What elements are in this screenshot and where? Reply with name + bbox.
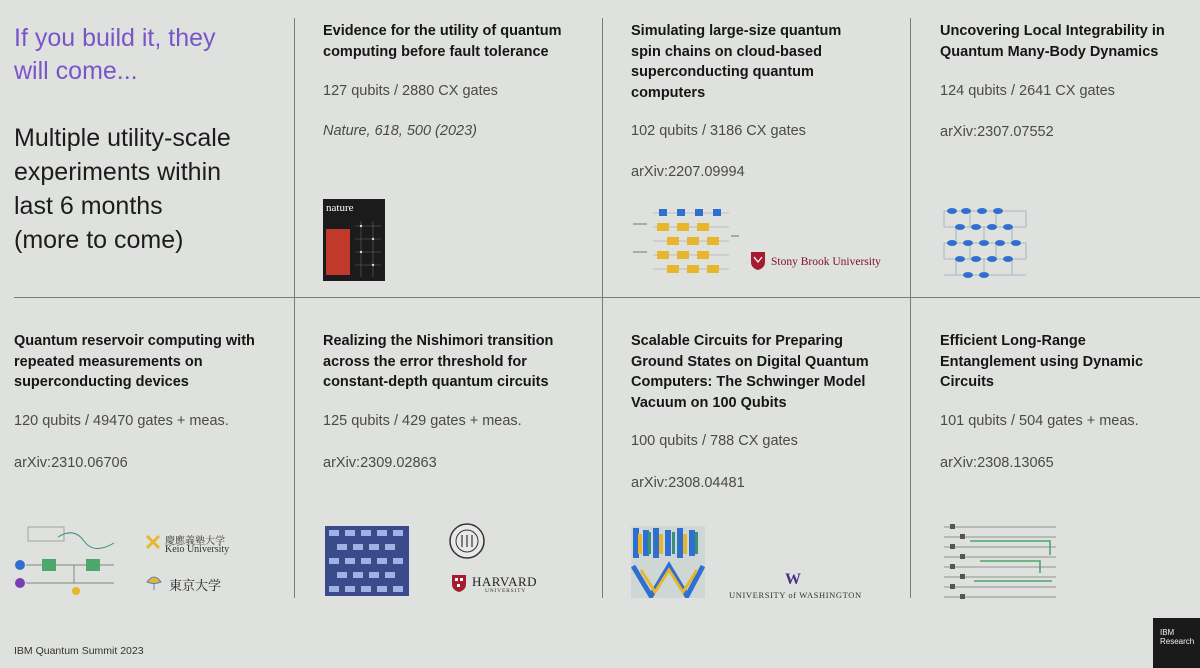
card-title: Uncovering Local Integrability in Quantum Many-Body Dynamics	[940, 23, 1165, 60]
spin-chain-circuit-figure	[631, 205, 741, 277]
nishimori-lattice-figure	[325, 526, 411, 598]
harvard-sublabel: UNIVERSITY	[485, 588, 526, 594]
ibm-badge-line: IBM	[1160, 628, 1175, 637]
divider-h	[14, 297, 1200, 298]
reservoir-circuit-figure	[14, 523, 120, 601]
card-title: Efficient Long-Range Entanglement using Dynamic Circuits	[940, 333, 1144, 390]
card-reference: Nature, 618, 500 (2023)	[323, 123, 477, 139]
ibm-research-badge	[1153, 618, 1200, 668]
harvard-label: HARVARD	[472, 574, 538, 589]
card-spin-chains	[631, 21, 891, 291]
nature-cover-label: nature	[326, 202, 354, 214]
divider-v2	[602, 18, 603, 598]
card-reservoir-computing	[14, 331, 274, 601]
nature-cover-art	[326, 229, 350, 275]
card-title: Simulating large-size quantum spin chains on cloud-based superconducting quantum computers	[631, 23, 842, 101]
keio-logo	[145, 532, 265, 556]
card-stat: 125 qubits / 429 gates + meas.	[323, 413, 522, 429]
dynamic-circuit-figure	[940, 521, 1062, 601]
card-stat: 124 qubits / 2641 CX gates	[940, 83, 1115, 99]
utokyo-ginkgo-icon	[145, 574, 163, 592]
heavy-hex-lattice-figure	[940, 203, 1032, 279]
ibm-badge-line: Research	[1160, 637, 1195, 646]
harvard-seal-icon	[449, 523, 485, 559]
card-stat: 101 qubits / 504 gates + meas.	[940, 413, 1139, 429]
card-reference: arXiv:2308.13065	[940, 455, 1054, 471]
divider-v3	[910, 18, 911, 598]
card-title: Realizing the Nishimori transition across the error threshold for constant-depth quantum circuits	[323, 333, 554, 390]
keio-label: Keio University	[165, 544, 230, 555]
intro-accent-line: will come...	[14, 57, 138, 85]
card-stat: 120 qubits / 49470 gates + meas.	[14, 413, 229, 429]
keio-label-jp: 慶應義塾大学	[165, 536, 225, 547]
intro-main-line: experiments within	[14, 158, 222, 186]
card-reference: arXiv:2307.07552	[940, 124, 1054, 140]
card-reference: arXiv:2309.02863	[323, 455, 437, 471]
harvard-shield-icon	[451, 574, 467, 592]
event-footer: IBM Quantum Summit 2023	[14, 645, 144, 657]
utokyo-logo	[145, 574, 265, 598]
intro-main	[14, 121, 231, 257]
card-title: Scalable Circuits for Preparing Ground States on Digital Quantum Computers: The Schwinger Model Vacuum on 100 Qubits	[631, 333, 869, 411]
card-local-integrability	[940, 21, 1200, 291]
card-stat: 127 qubits / 2880 CX gates	[323, 83, 498, 99]
card-stat: 100 qubits / 788 CX gates	[631, 433, 798, 449]
card-nishimori-transition	[323, 331, 583, 601]
card-reference: arXiv:2310.06706	[14, 455, 128, 471]
card-reference: arXiv:2308.04481	[631, 475, 745, 491]
nature-cover-grid	[353, 221, 383, 277]
card-reference: arXiv:2207.09994	[631, 164, 745, 180]
uw-label: UNIVERSITY of WASHINGTON	[729, 590, 862, 600]
intro-accent	[14, 22, 216, 88]
intro-main-line: last 6 months	[14, 192, 163, 220]
intro-main-line: Multiple utility-scale	[14, 124, 231, 152]
harvard-logo	[451, 574, 561, 598]
intro-accent-line: If you build it, they	[14, 24, 216, 52]
nature-cover-image	[323, 199, 385, 281]
card-title: Evidence for the utility of quantum computing before fault tolerance	[323, 23, 562, 60]
divider-v1	[294, 18, 295, 598]
uw-w-icon: W	[785, 571, 801, 588]
card-schwinger-model	[631, 331, 891, 601]
utokyo-label-jp: 東京大学	[169, 579, 222, 594]
intro-main-line: (more to come)	[14, 226, 184, 254]
stony-brook-logo	[750, 251, 890, 275]
card-utility-evidence	[323, 21, 583, 291]
card-title: Quantum reservoir computing with repeated measurements on superconducting devices	[14, 333, 255, 390]
card-stat: 102 qubits / 3186 CX gates	[631, 123, 806, 139]
stony-brook-shield-icon	[750, 251, 766, 271]
card-long-range-entanglement	[940, 331, 1200, 601]
stony-brook-label: Stony Brook University	[771, 256, 881, 268]
uw-logo	[729, 571, 869, 601]
keio-pen-icon	[145, 534, 161, 550]
schwinger-circuit-figure	[631, 526, 705, 598]
